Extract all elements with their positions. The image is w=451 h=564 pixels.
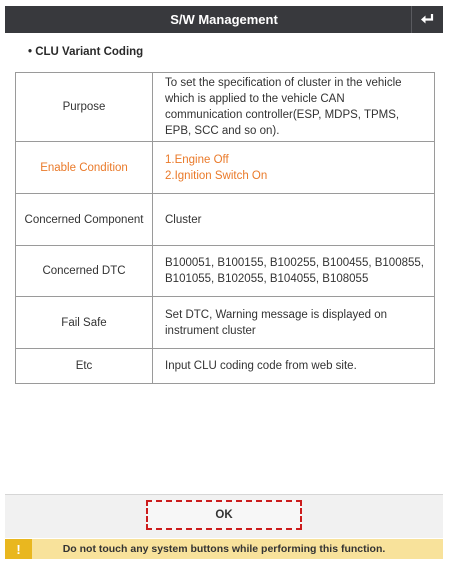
table-row [16, 73, 435, 142]
section-title: • CLU Variant Coding [28, 46, 144, 58]
table-row [16, 246, 435, 297]
warning-icon: ! [5, 539, 32, 559]
row-value-etc: Input CLU coding code from web site. [153, 349, 435, 384]
table-row [16, 349, 435, 384]
row-value-fail-safe: Set DTC, Warning message is displayed on instrument cluster [153, 297, 435, 349]
return-arrow-icon [420, 13, 435, 26]
table-row [16, 194, 435, 246]
notice-text: Do not touch any system buttons while performing this function. [62, 543, 386, 555]
back-button[interactable] [411, 6, 443, 33]
table-row [16, 142, 435, 194]
row-label-purpose: Purpose [16, 73, 153, 142]
row-value-purpose: To set the specification of cluster in the vehicle which is applied to the vehicle CAN communication controller(ESP, MDPS, TPMS, EPB, SCC and so on). [153, 73, 435, 142]
notice-bar [5, 539, 443, 559]
row-label-concerned-component: Concerned Component [16, 194, 153, 246]
row-label-fail-safe: Fail Safe [16, 297, 153, 349]
row-label-etc: Etc [16, 349, 153, 384]
row-value-concerned-component: Cluster [153, 194, 435, 246]
row-label-concerned-dtc: Concerned DTC [16, 246, 153, 297]
page-title: S/W Management [170, 12, 278, 27]
ok-button[interactable]: OK [146, 500, 302, 530]
row-value-enable-condition: 1.Engine Off 2.Ignition Switch On [153, 142, 435, 194]
title-bar [5, 6, 443, 33]
row-label-enable-condition: Enable Condition [16, 142, 153, 194]
row-value-concerned-dtc: B100051, B100155, B100255, B100455, B100855, B101055, B102055, B104055, B108055 [153, 246, 435, 297]
spec-table [15, 72, 435, 384]
table-row [16, 297, 435, 349]
